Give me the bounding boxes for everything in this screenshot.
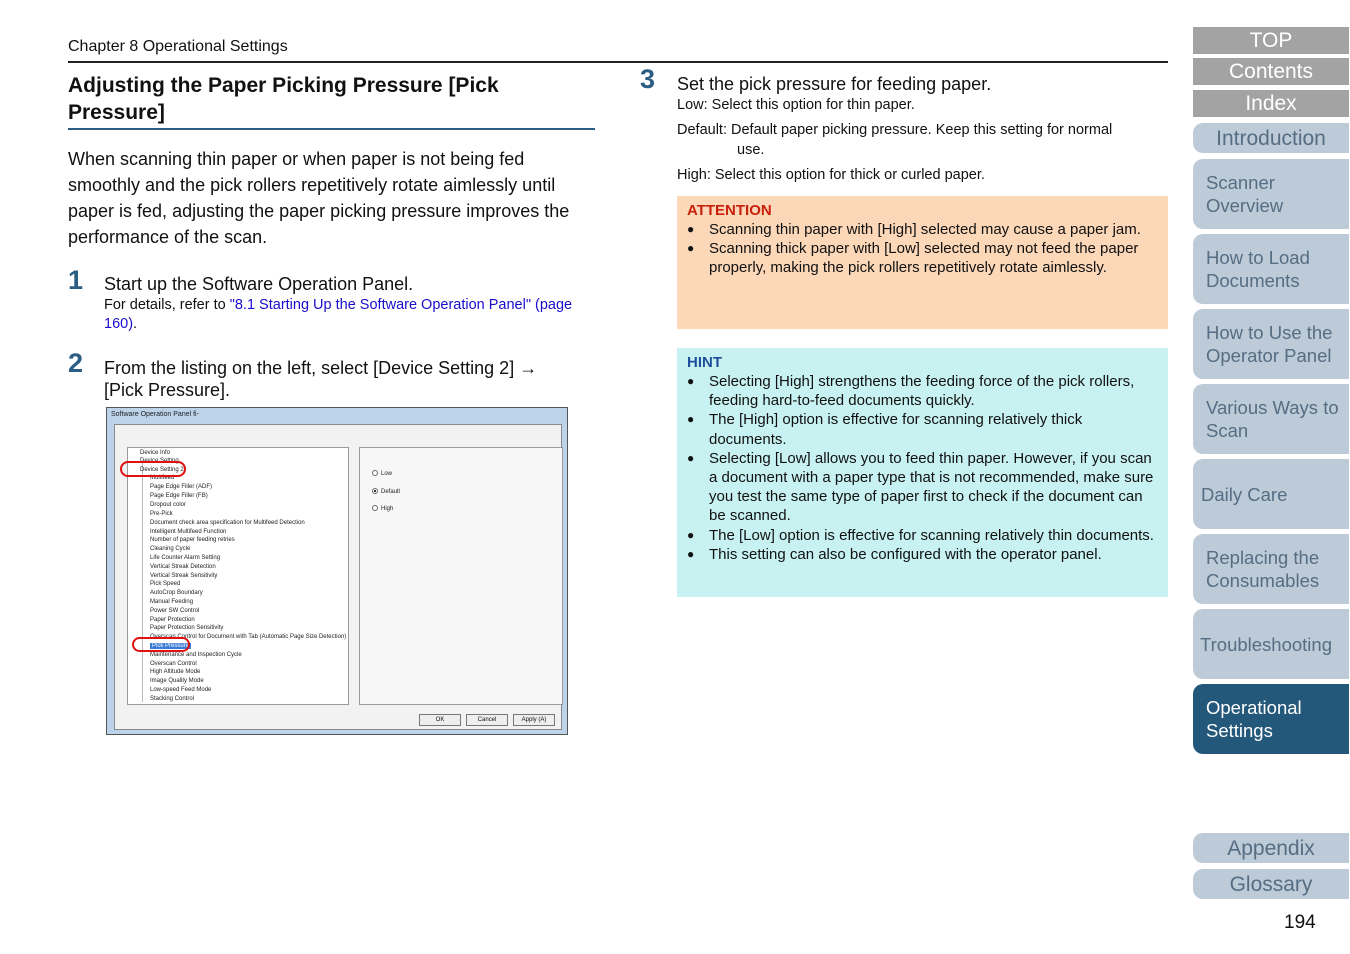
tree-item[interactable]: Document check area specification for Multifeed Detection <box>150 520 305 526</box>
tree-item[interactable]: Page Edge Filler (FB) <box>150 493 208 499</box>
radio-low[interactable] <box>372 470 392 477</box>
step-1-text: Start up the Software Operation Panel. <box>104 274 414 294</box>
screenshot-window-body <box>114 424 562 730</box>
tab-appendix[interactable]: Appendix <box>1193 833 1349 863</box>
tree-item[interactable]: Number of paper feeding retries <box>150 537 235 543</box>
ok-button[interactable]: OK <box>419 714 461 726</box>
title-rule <box>68 128 595 130</box>
tree-item[interactable]: Pick Speed <box>150 581 181 587</box>
nav-index-button[interactable]: Index <box>1193 90 1349 117</box>
step-1-detail-suffix: . <box>133 316 138 332</box>
step-1-detail-prefix: For details, refer to <box>104 297 230 313</box>
tab-troubleshooting[interactable]: Troubleshooting <box>1193 609 1349 679</box>
settings-tree <box>127 447 349 705</box>
radio-circle-icon <box>372 505 378 511</box>
tab-various-ways-to-scan[interactable]: Various Ways to Scan <box>1193 384 1349 454</box>
attention-item: ● Scanning thick paper with [Low] selected may not feed the paper properly, making the pick rollers repetitively rotate aimlessly. <box>687 239 1158 277</box>
tree-item[interactable]: Image Quality Mode <box>150 678 204 684</box>
tree-item[interactable]: Power SW Control <box>150 608 200 614</box>
hint-item: ● This setting can also be configured with the operator panel. <box>687 545 1158 564</box>
step-1-detail <box>104 296 584 334</box>
highlight-ring-pick-pressure <box>132 637 190 652</box>
step-1-reference-link[interactable]: "8.1 Starting Up the Software Operation Panel" (page 160) <box>104 297 573 332</box>
attention-item: ● Scanning thin paper with [High] selected may cause a paper jam. <box>687 220 1158 239</box>
hint-item: ● Selecting [Low] allows you to feed thin paper. However, if you scan a document with a paper type that is not recommended, make sure you test the same type of paper first to check if the document can be scanned. <box>687 449 1158 526</box>
chapter-header: Chapter 8 Operational Settings <box>68 38 288 55</box>
radio-circle-icon <box>372 470 378 476</box>
step-3-number: 3 <box>640 64 656 94</box>
tree-item[interactable]: Multifeed <box>150 475 175 481</box>
attention-title: ATTENTION <box>687 202 772 219</box>
tree-item[interactable]: Maintenance and Inspection Cycle <box>150 652 242 658</box>
tree-item[interactable]: Device Info <box>140 450 171 456</box>
option-default-description: Default: Default paper picking pressure. Keep this setting for normal <box>677 122 1113 138</box>
hint-item: ● Selecting [High] strengthens the feeding force of the pick rollers, feeding hard-to-feed documents quickly. <box>687 372 1158 410</box>
radio-high[interactable] <box>372 505 393 512</box>
tree-item[interactable]: Low-speed Feed Mode <box>150 687 212 693</box>
header-rule <box>68 61 1168 63</box>
attention-box <box>677 196 1168 329</box>
hint-item: ● The [Low] option is effective for scanning relatively thin documents. <box>687 526 1158 545</box>
tab-introduction[interactable]: Introduction <box>1193 123 1349 153</box>
tree-item[interactable]: AutoCrop Boundary <box>150 590 203 596</box>
tab-replacing-the-consumables[interactable]: Replacing the Consumables <box>1193 534 1349 604</box>
radio-default[interactable] <box>372 488 400 495</box>
tab-glossary[interactable]: Glossary <box>1193 869 1349 899</box>
screenshot-window-title: Software Operation Panel fi- <box>111 411 199 418</box>
option-high-description: High: Select this option for thick or curled paper. <box>677 167 985 183</box>
tree-item[interactable]: Pre-Pick <box>150 511 173 517</box>
hint-title: HINT <box>687 354 722 371</box>
radio-low-label: Low <box>381 471 393 477</box>
tree-item-device-setting-2[interactable]: Device Setting 2 <box>140 467 184 473</box>
option-low-description: Low: Select this option for thin paper. <box>677 97 915 113</box>
tree-item[interactable]: Manual Feeding <box>150 599 194 605</box>
section-title: Adjusting the Paper Picking Pressure [Pick Pressure] <box>68 74 499 124</box>
tree-item[interactable]: Paper Protection Sensitivity <box>150 625 224 631</box>
tab-daily-care[interactable]: Daily Care <box>1193 459 1349 529</box>
tab-how-to-load-documents[interactable]: How to Load Documents <box>1193 234 1349 304</box>
highlight-ring-device-setting-2 <box>120 461 186 477</box>
tab-operational-settings[interactable]: Operational Settings <box>1193 684 1349 754</box>
tree-item[interactable]: Life Counter Alarm Setting <box>150 555 221 561</box>
tree-item-pick-pressure-label: Pick Pressure <box>152 643 190 649</box>
software-operation-panel-screenshot <box>106 407 568 735</box>
tree-item[interactable]: High Altitude Mode <box>150 669 201 675</box>
tree-item[interactable]: Cleaning Cycle <box>150 546 191 552</box>
step-1-number: 1 <box>68 265 84 295</box>
radio-high-label: High <box>381 506 394 512</box>
tree-item[interactable]: Device Setting <box>140 458 179 464</box>
tree-item[interactable]: Dropout color <box>150 502 187 508</box>
option-default-description-cont: use. <box>737 142 765 158</box>
intro-paragraph: When scanning thin paper or when paper is not being fed smoothly and the pick rollers repetitively rotate aimlessly until paper is fed, adjusting the paper picking pressure improves the performance of the scan. <box>68 149 570 247</box>
radio-checked-icon <box>372 488 378 494</box>
tree-item[interactable]: Vertical Streak Detection <box>150 564 216 570</box>
step-2-text: From the listing on the left, select [Device Setting 2] → [Pick Pressure]. <box>104 358 538 400</box>
cancel-button[interactable]: Cancel <box>466 714 508 726</box>
hint-box <box>677 348 1168 597</box>
radio-default-label: Default <box>381 489 401 495</box>
nav-contents-button[interactable]: Contents <box>1193 58 1349 85</box>
step-2-number: 2 <box>68 348 84 378</box>
tree-item[interactable]: Paper Protection <box>150 617 195 623</box>
tree-item[interactable]: Overscan Control <box>150 661 197 667</box>
apply-button[interactable]: Apply (A) <box>513 714 555 726</box>
tree-connector <box>142 460 143 702</box>
nav-top-button[interactable]: TOP <box>1193 27 1349 54</box>
tab-scanner-overview[interactable]: Scanner Overview <box>1193 159 1349 229</box>
tree-item[interactable]: Stacking Control <box>150 696 195 702</box>
step-3-text: Set the pick pressure for feeding paper. <box>677 74 992 94</box>
tree-item[interactable]: Overscan Control for Document with Tab (Automatic Page Size Detection) <box>150 634 347 640</box>
page-number: 194 <box>1284 912 1316 933</box>
tree-item[interactable]: Intelligent Multifeed Function <box>150 529 227 535</box>
tab-how-to-use-operator-panel[interactable]: How to Use the Operator Panel <box>1193 309 1349 379</box>
pick-pressure-options-panel <box>359 447 563 705</box>
hint-item: ● The [High] option is effective for scanning relatively thick documents. <box>687 410 1158 448</box>
tree-item[interactable]: Vertical Streak Sensitivity <box>150 573 218 579</box>
tree-item[interactable]: Page Edge Filler (ADF) <box>150 484 213 490</box>
